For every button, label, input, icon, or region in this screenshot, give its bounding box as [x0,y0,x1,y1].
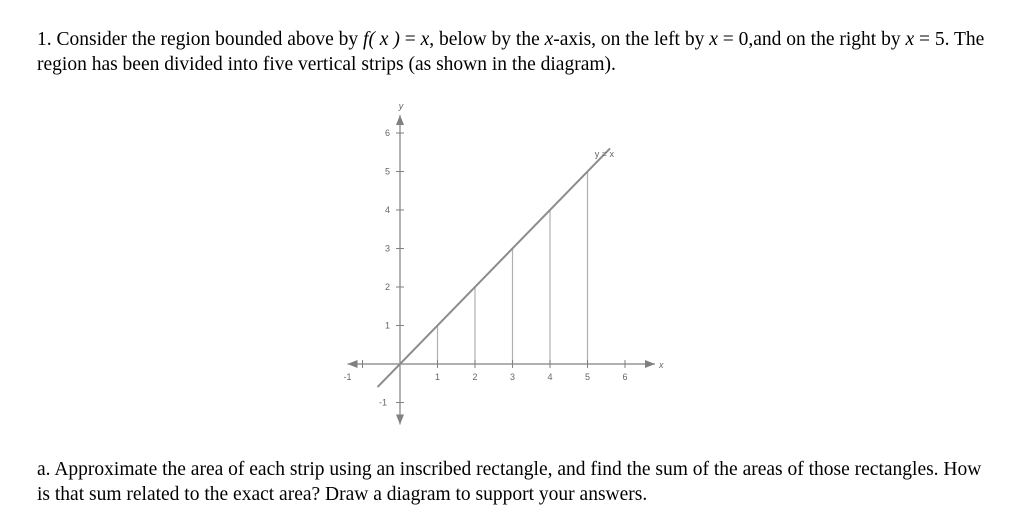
x-axis-arrow-left [348,360,358,368]
y-axis-arrow-down [396,415,404,425]
sub-question-label: a. [37,459,51,480]
y-tick-label-2: 2 [384,282,390,292]
right-bound-variable: x [905,29,915,50]
sub-question-text: Approximate the area of each strip using an inscribed rectangle, and find the sum of the areas of those rectangles. How is that sum related to the exact area? Draw a diagram to support your answers. [37,459,982,505]
x-tick-label-6: 6 [622,372,628,382]
question-number: 1. [37,29,52,50]
x-axis-arrow-right [645,360,655,368]
x-tick-label-4: 4 [547,372,553,382]
x-axis-variable: x [544,29,554,50]
question-intro: Consider the region bounded above by [56,29,359,50]
function-argument: ( x ) [368,29,400,50]
y-tick-label-5: 5 [384,166,390,177]
function-rhs: x [420,29,430,50]
question-part-b: -axis, on the left by [553,29,710,50]
right-bound-value: = 5. The region has been divided into five vertical strips (as shown in the diagram). [37,29,985,75]
y-tick-label-0: -1 [378,397,387,408]
sub-question-a [37,457,997,507]
question-part-a: , below by the [429,29,545,50]
function-line-0 [378,148,611,387]
function-equals: = [399,29,421,50]
x-tick-label-3: 3 [509,372,516,382]
left-bound-variable: x [709,29,718,50]
y-tick-label-4: 4 [384,205,390,215]
x-tick-label-5: 5 [584,372,591,382]
y-axis-label: y [398,101,404,111]
y-tick-label-6: 6 [384,128,390,138]
x-tick-label-2: 2 [472,372,478,382]
x-axis-label: x [659,360,664,370]
left-bound-value: = 0,and on the right by [717,29,906,50]
y-tick-label-1: 1 [384,320,390,331]
y-axis-arrow-up [396,115,404,125]
x-tick-label-1: 1 [434,372,441,382]
y-tick-label-3: 3 [384,243,390,254]
function-name: f [363,29,369,50]
function-label: y = x [594,149,615,160]
x-tick-label-0: -1 [343,372,352,382]
